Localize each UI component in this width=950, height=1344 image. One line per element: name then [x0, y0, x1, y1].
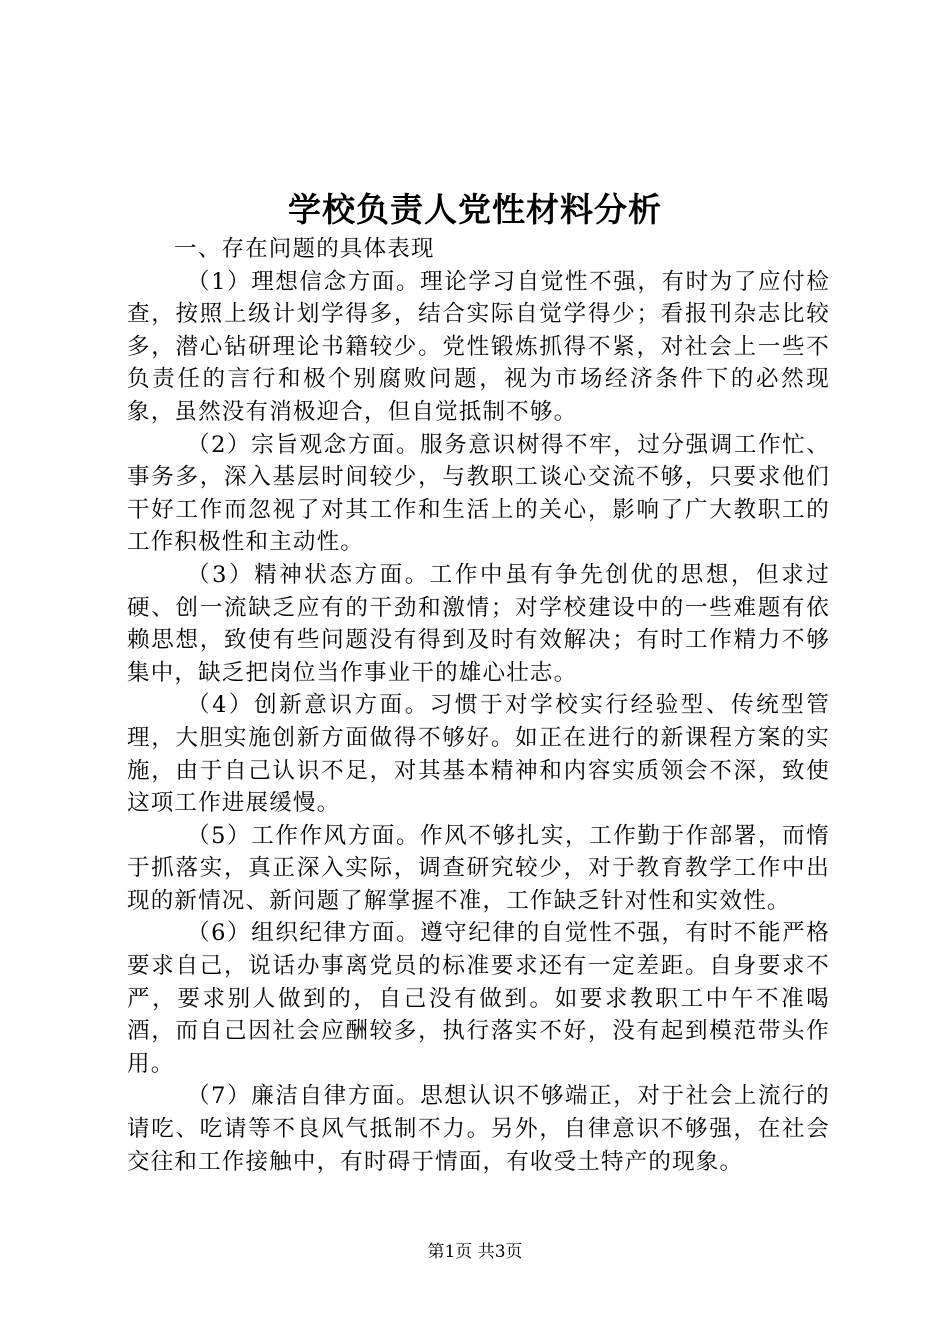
page-footer: 第1页 共3页	[427, 1242, 523, 1262]
paragraph-integrity-self-discipline: （7）廉洁自律方面。思想认识不够端正，对于社会上流行的请吃、吃请等不良风气抵制不力。另外，自律意识不够强，在社会交往和工作接触中，有时碍于情面，有收受土特产的现象。	[127, 1083, 830, 1175]
paragraph-mental-state: （3）精神状态方面。工作中虽有争先创优的思想，但求过硬、创一流缺乏应有的干劲和激情；对学校建设中的一些难题有依赖思想，致使有些问题没有得到及时有效解决；有时工作精力不够集中，缺乏把岗位当作事业干的雄心壮志。	[127, 561, 830, 686]
paragraph-organizational-discipline: （6）组织纪律方面。遵守纪律的自觉性不强，有时不能严格要求自己，说话办事离党员的标准要求还有一定差距。自身要求不严，要求别人做到的，自己没有做到。如要求教职工中午不准喝酒，而自己因社会应酬较多，执行落实不好，没有起到模范带头作用。	[127, 920, 830, 1077]
document-title: 学校负责人党性材料分析	[288, 190, 662, 229]
paragraph-ideals-beliefs: （1）理想信念方面。理论学习自觉性不强，有时为了应付检查，按照上级计划学得多，结合实际自觉学得少；看报刊杂志比较多，潜心钻研理论书籍较少。党性锻炼抓得不紧，对社会上一些不负责任的言行和极个别腐败问题，视为市场经济条件下的必然现象，虽然没有消极迎合，但自觉抵制不够。	[127, 268, 830, 425]
section-heading: 一、存在问题的具体表现	[174, 236, 435, 262]
paragraph-purpose-concept: （2）宗旨观念方面。服务意识树得不牢，过分强调工作忙、事务多，深入基层时间较少，与教职工谈心交流不够，只要求他们干好工作而忽视了对其工作和生活上的关心，影响了广大教职工的工作积极性和主动性。	[127, 431, 830, 556]
paragraph-innovation-awareness: （4）创新意识方面。习惯于对学校实行经验型、传统型管理，大胆实施创新方面做得不够好。如正在进行的新课程方案的实施，由于自己认识不足，对其基本精神和内容实质领会不深，致使这项工作进展缓慢。	[127, 692, 830, 817]
document-body	[127, 233, 830, 1178]
paragraph-work-style: （5）工作作风方面。作风不够扎实，工作勤于作部署，而惰于抓落实，真正深入实际，调查研究较少，对于教育教学工作中出现的新情况、新问题了解掌握不准，工作缺乏针对性和实效性。	[127, 822, 830, 914]
